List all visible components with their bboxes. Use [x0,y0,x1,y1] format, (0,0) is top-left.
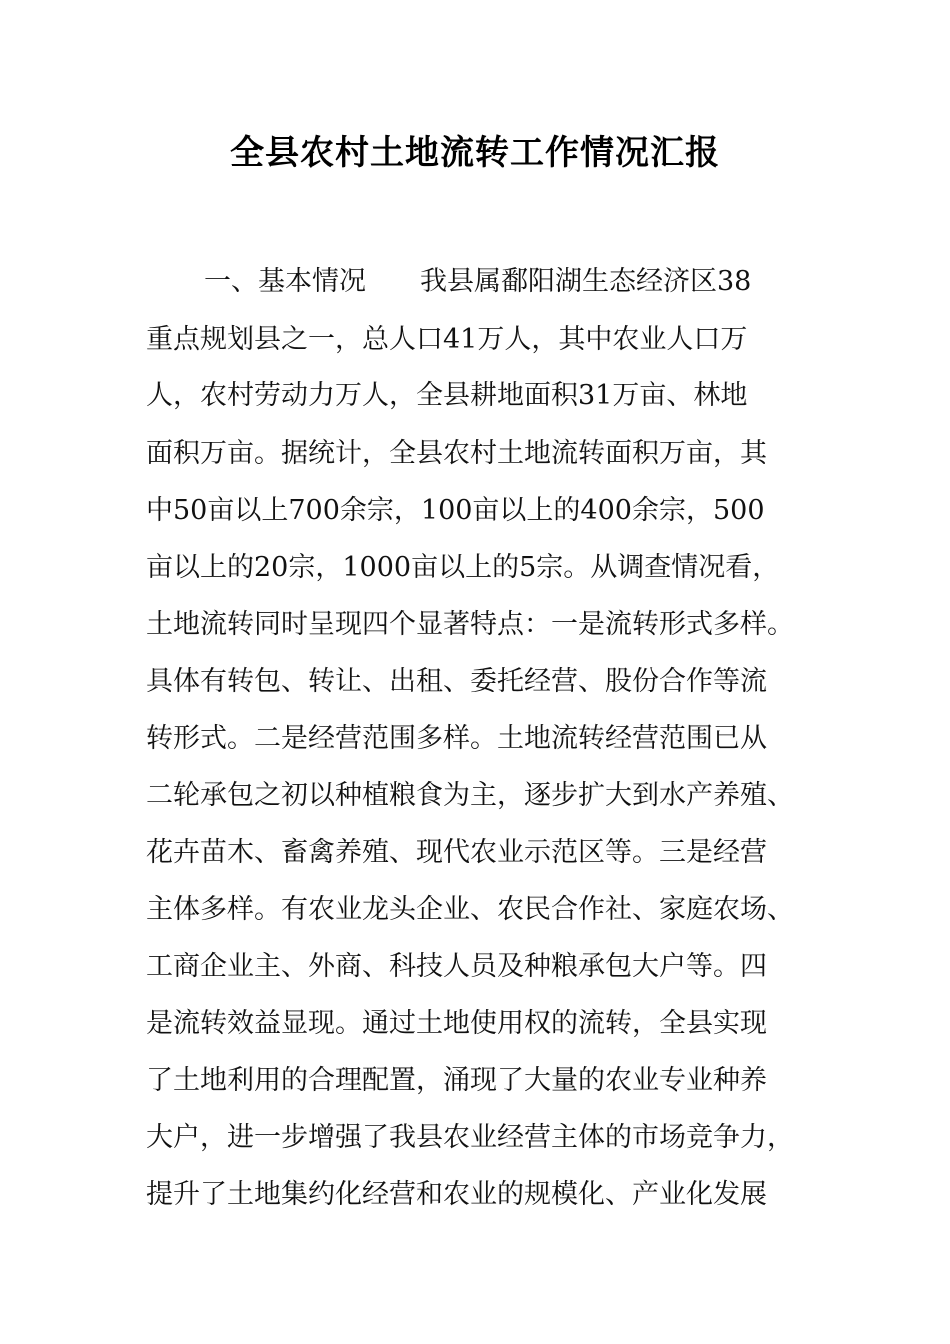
body-line: 重点规划县之一，总人口41万人，其中农业人口万 [146,324,748,355]
body-line: 面积万亩。据统计，全县农村土地流转面积万亩，其 [146,438,767,469]
document-title: 全县农村土地流转工作情况汇报 [230,133,720,173]
body-line: 大户，进一步增强了我县农业经营主体的市场竞争力， [146,1122,794,1153]
body-line: 一、基本情况 我县属鄱阳湖生态经济区38 [204,266,752,297]
body-line: 花卉苗木、畜禽养殖、现代农业示范区等。三是经营 [146,837,767,868]
body-line: 土地流转同时呈现四个显著特点：一是流转形式多样。 [146,609,794,640]
body-line: 人，农村劳动力万人，全县耕地面积31万亩、林地 [146,380,748,411]
body-line: 主体多样。有农业龙头企业、农民合作社、家庭农场、 [146,894,794,925]
body-line: 亩以上的20宗，1000亩以上的5宗。从调查情况看， [146,552,780,583]
body-line: 中50亩以上700余宗，100亩以上的400余宗，500 [146,495,765,526]
body-line: 具体有转包、转让、出租、委托经营、股份合作等流 [146,666,767,697]
body-line: 二轮承包之初以种植粮食为主，逐步扩大到水产养殖、 [146,780,794,811]
body-line: 了土地利用的合理配置，涌现了大量的农业专业种养 [146,1065,767,1096]
body-line: 是流转效益显现。通过土地使用权的流转，全县实现 [146,1008,767,1039]
body-line: 提升了土地集约化经营和农业的规模化、产业化发展 [146,1179,767,1210]
body-line: 工商企业主、外商、科技人员及种粮承包大户等。四 [146,951,767,982]
body-line: 转形式。二是经营范围多样。土地流转经营范围已从 [146,723,767,754]
